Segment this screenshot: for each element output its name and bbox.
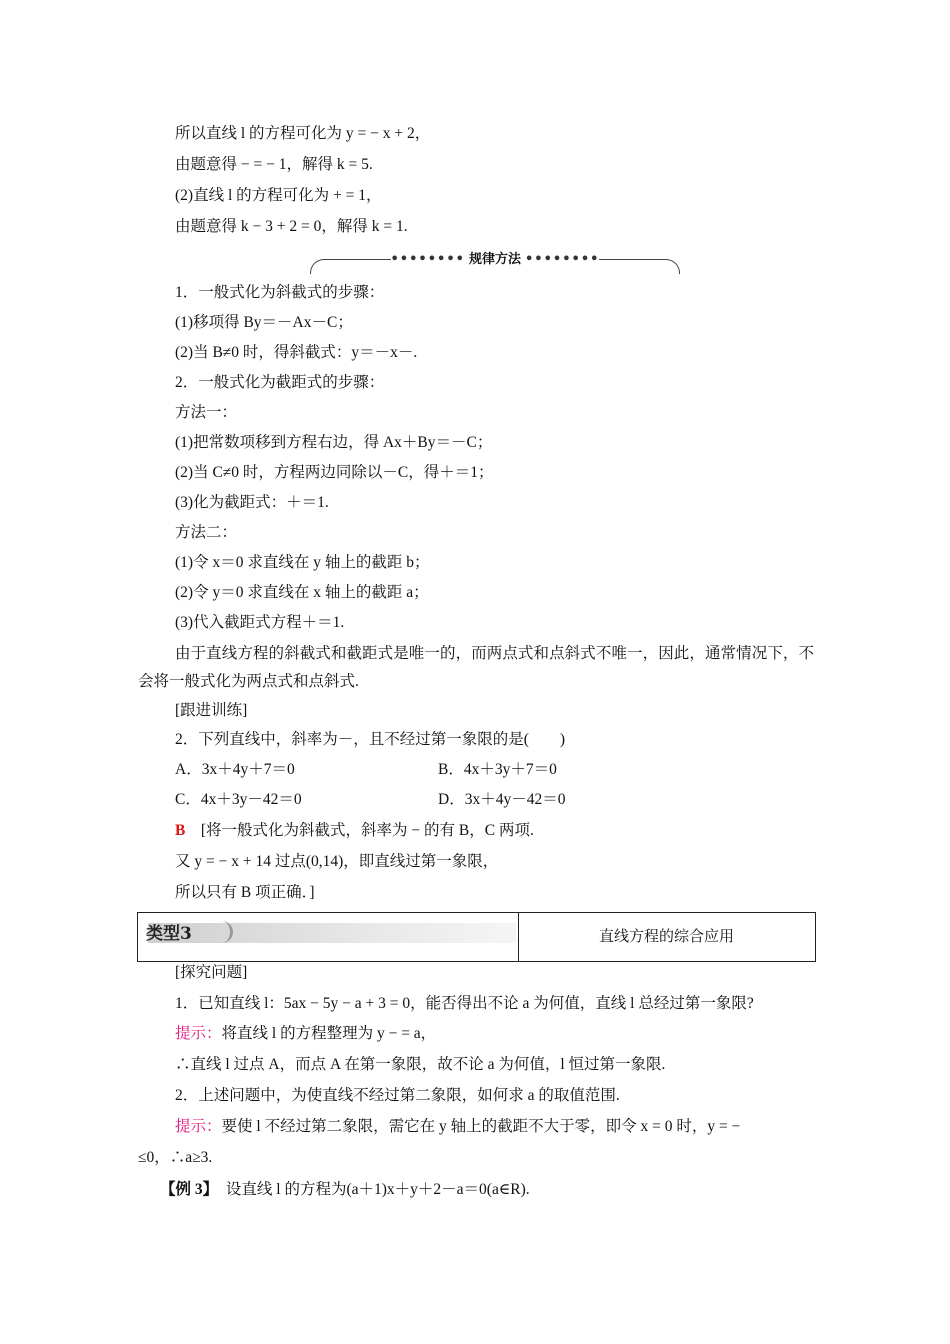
method-line: 方法一： (175, 404, 238, 421)
hint-text: ≤0，∴a≥3. (138, 1149, 213, 1166)
option-b: B．4x＋3y＋7＝0 (438, 761, 557, 778)
method-line: (2)当 B≠0 时，得斜截式：y＝－x－. (175, 344, 418, 361)
solution-line: [将一般式化为斜截式，斜率为 − 的有 B，C 两项. (200, 822, 534, 839)
solution-line: 所以只有 B 项正确．] (175, 884, 315, 901)
method-line: (2)令 y＝0 求直线在 x 轴上的截距 a； (175, 584, 429, 601)
method-line: (3)代入截距式方程＋＝1. (175, 614, 345, 631)
hint-text: 将直线 l 的方程整理为 y − = a， (221, 1025, 437, 1042)
type-title: 直线方程的综合应用 (598, 927, 734, 945)
method-line: (3)化为截距式：＋＝1. (175, 494, 329, 511)
example-label: 【例 3】 (160, 1181, 211, 1198)
hint-text: ∴直线 l 过点 A，而点 A 在第一象限，故不论 a 为何值，l 恒过第一象限. (175, 1056, 666, 1073)
text-line: (2)直线 l 的方程可化为 + = 1， (175, 187, 382, 204)
method-banner: •••••••• 规律方法 •••••••• (310, 252, 680, 274)
method-line: (2)当 C≠0 时，方程两边同除以－C，得＋＝1； (175, 464, 494, 481)
method-line: 方法二： (175, 524, 238, 541)
method-line: (1)令 x＝0 求直线在 y 轴上的截距 b； (175, 554, 430, 571)
method-paragraph: 由于直线方程的斜截式和截距式是唯一的，而两点式和点斜式不唯一，因此，通常情况下，不会将一般式化为两点式和点斜式. (138, 645, 814, 690)
option-a: A．3x＋4y＋7＝0 (175, 761, 295, 778)
method-line: (1)移项得 By＝－Ax－C； (175, 314, 353, 331)
type-header-box (137, 912, 816, 962)
solution-line: 又 y = − x + 14 过点(0,14)，即直线过第一象限， (175, 853, 499, 870)
option-c: C．4x＋3y－42＝0 (175, 791, 302, 808)
text-line: 由题意得 − = − 1，解得 k = 5. (175, 156, 373, 173)
method-line: (1)把常数项移到方程右边，得 Ax＋By＝－C； (175, 434, 493, 451)
explore-question: 1．已知直线 l：5ax − 5y − a + 3 = 0，能否得出不论 a 为何值，直线 l 总经过第一象限? (175, 995, 754, 1012)
text-line: 所以直线 l 的方程可化为 y = − x + 2， (175, 125, 431, 142)
method-line: 1．一般式化为斜截式的步骤： (175, 284, 385, 301)
explore-heading: [探究问题] (175, 964, 248, 981)
banner-label: 规律方法 (465, 252, 525, 267)
method-line: 2．一般式化为截距式的步骤： (175, 374, 385, 391)
hint-text: 要使 l 不经过第二象限，需它在 y 轴上的截距不大于零，即令 x = 0 时，y = − (221, 1118, 741, 1135)
hint-label: 提示： (175, 1025, 222, 1042)
practice-question: 2．下列直线中，斜率为－，且不经过第一象限的是( ) (175, 731, 566, 748)
hint-label: 提示： (175, 1118, 222, 1135)
type-tag: 类型3 (146, 924, 192, 944)
text-line: 由题意得 k − 3 + 2 = 0，解得 k = 1. (175, 218, 408, 235)
practice-heading: [跟进训练] (175, 702, 248, 719)
answer-letter: B (175, 822, 186, 839)
example-text: 设直线 l 的方程为(a＋1)x＋y＋2－a＝0(a∈R). (225, 1181, 530, 1198)
explore-question: 2．上述问题中，为使直线不经过第二象限，如何求 a 的取值范围. (175, 1087, 620, 1104)
option-d: D．3x＋4y－42＝0 (438, 791, 566, 808)
